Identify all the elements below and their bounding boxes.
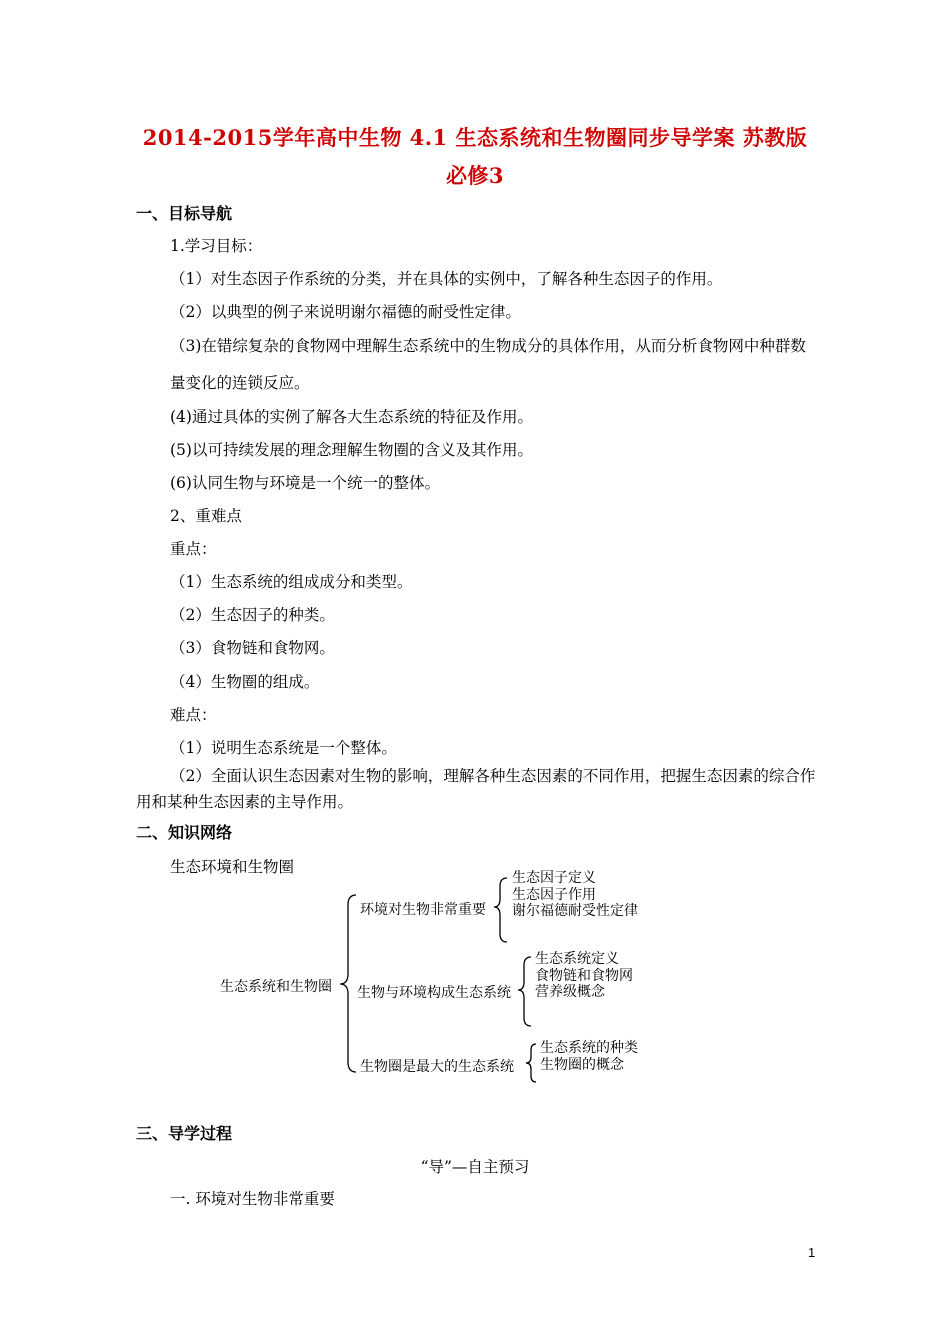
- goal-item: （2）以典型的例子来说明谢尔福德的耐受性定律。: [170, 303, 521, 321]
- diagram-leaf: 营养级概念: [535, 984, 605, 1000]
- key-label: 2、重难点: [170, 507, 242, 525]
- goal-item: (5)以可持续发展的理念理解生物圈的含义及其作用。: [170, 441, 533, 459]
- diagram-leaf: 生物圈的概念: [540, 1056, 624, 1073]
- root-brace: [340, 895, 356, 1072]
- diagram-leaf-group: [535, 951, 633, 1001]
- diagram-leaf: 生态因子作用: [512, 886, 596, 903]
- diagram-root: 生态系统和生物圈: [220, 979, 332, 995]
- branch1-brace: [494, 878, 507, 942]
- branch3-brace: [526, 1044, 536, 1082]
- goal-item: （3)在错综复杂的食物网中理解生态系统中的生物成分的具体作用，从而分析食物网中种群数量变化的连锁反应。: [170, 337, 806, 392]
- document-title-line2: 必修3: [445, 163, 505, 188]
- diagram-branch: 环境对生物非常重要: [360, 902, 486, 918]
- difficult-point-item: （2）全面认识生态因素对生物的影响，理解各种生态因素的不同作用，把握生态因素的综合作用和某种生态因素的主导作用。: [136, 767, 816, 811]
- preview-title: “导”—自主预习: [420, 1158, 530, 1176]
- section2-heading: 二、知识网络: [136, 823, 233, 842]
- diagram-leaf: 生态系统的种类: [540, 1040, 638, 1056]
- goal-item: （1）对生态因子作系统的分类，并在具体的实例中，了解各种生态因子的作用。: [170, 270, 723, 288]
- key-points-label: 重点：: [170, 540, 217, 558]
- section3-item: 一. 环境对生物非常重要: [170, 1190, 335, 1208]
- page-number: 1: [808, 1245, 816, 1260]
- diagram-leaf: 生态系统定义: [535, 951, 619, 967]
- diagram-leaf: 谢尔福德耐受性定律: [512, 903, 638, 919]
- key-point-item: （4）生物圈的组成。: [170, 673, 320, 691]
- key-point-item: （2）生态因子的种类。: [170, 606, 335, 624]
- goals-label: 1.学习目标：: [170, 237, 263, 255]
- goal-item: (4)通过具体的实例了解各大生态系统的特征及作用。: [170, 408, 533, 426]
- diagram-leaf-group: [512, 870, 638, 920]
- diagram-leaf: 生态因子定义: [512, 870, 596, 886]
- diagram-leaf: 食物链和食物网: [535, 967, 633, 984]
- section3-heading: 三、导学过程: [136, 1124, 233, 1143]
- key-point-item: （3）食物链和食物网。: [170, 639, 335, 657]
- difficult-point-item: （1）说明生态系统是一个整体。: [170, 739, 397, 757]
- section1-heading: 一、目标导航: [136, 204, 233, 223]
- difficult-label: 难点：: [170, 706, 217, 724]
- key-point-item: （1）生态系统的组成成分和类型。: [170, 573, 413, 591]
- document-title-line1: 2014-2015学年高中生物 4.1 生态系统和生物圈同步导学案 苏教版: [142, 125, 808, 150]
- diagram-branch: 生物与环境构成生态系统: [357, 985, 511, 1001]
- knowledge-subtitle: 生态环境和生物圈: [170, 858, 295, 876]
- goal-item: (6)认同生物与环境是一个统一的整体。: [170, 474, 440, 492]
- branch2-brace: [518, 957, 531, 1026]
- diagram-branch: 生物圈是最大的生态系统: [360, 1059, 514, 1075]
- diagram-leaf-group: [540, 1040, 638, 1073]
